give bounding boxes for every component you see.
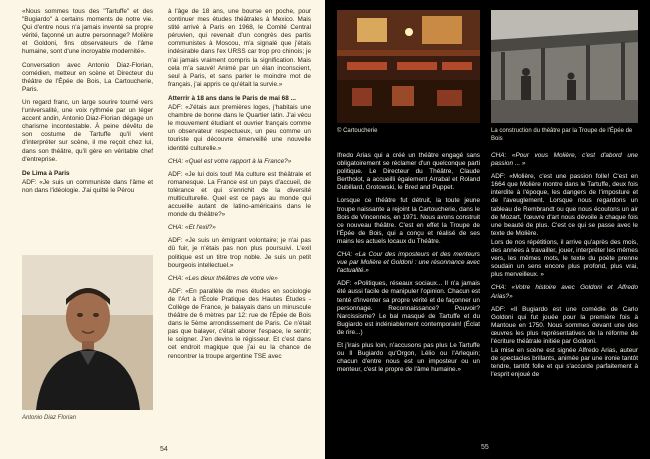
answer-arias: Ifredo Arias qui a créé un théâtre engagé sans obligatoirement se réclamer d'un quelconque parti politique. Le Directeur du Théâtre, Claude Bertholot, a accueilli également Arrabal et Roland Dubillard, Grotowski, le Bred and Puppet. <box>337 152 480 192</box>
answer-reseaux: ADF: «Politiques, réseaux sociaux... Il n'a jamais été aussi facile de manipuler l'opinion. Chacun est tenté d'inventer sa propre vérité et de façonner un personnage. Reconnaissance? Pouvoir? Narcissisme? Le bal masqué de Tartuffe et du Bugiardo est indéniablement contemporain! (Éclat de rire...) <box>337 280 480 336</box>
answer-moliere: ADF: «Molière, c'est une passion folle! C'est en 1664 que Molière montre dans le Tartuffe, deux fois interdite à l'époque, les dangers de l'imposture et de l'aveuglement. Lorsque nous regardons un tableau de Rembrandt ou que nous écoutons un air de Mozart, l'œuvre d'art nous dévoile à chaque fois une beauté de plus. C'est ce qui se passe avec le texte de Molière. <box>491 173 638 237</box>
answer-mise-en-scene: La mise en scène est signée Alfredo Arias, auteur de spectacles brillants, animée par une ironie tantôt tendre, tantôt folle et qui s'accorde parfaitement à l'esprit enjoué de <box>491 347 638 379</box>
right-column-2 <box>491 152 638 384</box>
answer-lima: ADF: «Je suis un communiste dans l'âme et non dans l'idéologie. J'ai quitté le Pérou <box>22 178 153 194</box>
answer-france: ADF: «Je lui dois tout! Ma culture est théâtrale et romanesque. La France est un pays d'accueil, de tolérance et qui s'enrichit de la diversité multiculturelle. Quel est ce pays au monde qui accueille autant de latino-américains dans le monde du théâtre?» <box>168 170 311 219</box>
intro-paragraph: Un regard franc, un large sourire tourné vers l'universalité, une voix rythmée par un léger accent andin, Antonio Diaz-Florian dégage un charisme incontestable. À peine dévêtu de son costume de Tartuffe qu'il vient d'interpréter sur scène, il me reçoit chez lui, dans son théâtre, qu'il gère en véritable chef d'entreprise. <box>22 98 153 163</box>
page-number-right: 55 <box>481 444 489 451</box>
question-theatres: CHA: «Les deux théâtres de votre vie» <box>168 274 278 282</box>
intro-credit: Conversation avec Antonio Diaz-Florian, comédien, metteur en scène et Directeur du théâtre de l'Épée de Bois, La Cartoucherie, Paris. <box>22 61 153 93</box>
portrait-photo <box>22 255 153 410</box>
portrait-caption: Antonio Diaz Florian <box>22 415 77 421</box>
question-france: CHA: «Quel est votre rapport à la France?» <box>168 157 292 165</box>
answer-mai68: ADF: «J'étais aux premières loges, j'habitais une chambre de bonne dans le Quartier latin. J'ai vécu le mouvement étudiant et ouvrier français comme un observateur respectueux, un peu comme un touriste qui découvre émerveillé une nouvelle identité culturelle.» <box>168 104 311 152</box>
answer-cartoucherie: Lorsque ce théâtre fut détruit, la toute jeune troupe naissante a rejoint la Cartoucherie, dans le Bois de Vincennes, en 1971. Nous avons construit ce nouveau théâtre. C'est en effet la Troupe de l'Épée de Bois, qui a conçu et réalisé de ses mains les actuels locaux du Théâtre. <box>337 197 480 245</box>
intro-quote: «Nous sommes tous des "Tartuffe" et des "Bugiardo" à certains moments de notre vie. Qui d'entre nous n'a jamais inventé sa propre vérité, façonné un autre personnage? Molière et Goldoni, fins observateurs de l'âme humaine, sont d'une incroyable modernité». <box>22 8 153 56</box>
left-column-1 <box>22 8 153 200</box>
left-column-2 <box>168 8 311 366</box>
question-imposteurs: CHA: «La Cour des imposteurs et des menteurs vue par Molière et Goldoni : une résonnance avec l'actualité.» <box>337 251 480 275</box>
interior-photo-caption: © Cartoucherie <box>337 128 378 134</box>
answer-ame-humaine: Et j'irais plus loin, n'accusons pas plus Le Tartuffe ou Il Bugiardo qu'Orgon, Lélio ou l'Arlequin; chacun d'entre nous est un imposteur ou un menteur, c'est le propre de l'âme humaine.» <box>337 341 480 374</box>
construction-illustration <box>491 10 638 123</box>
page-number-left: 54 <box>160 446 168 453</box>
theatre-interior-illustration <box>337 10 480 123</box>
question-goldoni: CHA: «Votre histoire avec Goldoni et Alfredo Arias?» <box>491 284 638 300</box>
theatre-interior-photo <box>337 10 480 123</box>
question-moliere: CHA: «Pour vous Molière, c'est d'abord une passion ... » <box>491 152 638 168</box>
answer-bugiardo: ADF: «Il Bugiardo est une comédie de Carlo Goldoni qui fut jouée pour la première fois à Mantoue en 1750. Nous sommes devant une des œuvres les plus représentatives de la réforme de l'écriture théâtrale initiée par Goldoni. <box>491 305 638 345</box>
construction-photo-caption: La construction du théâtre par la Troupe de l'Épée de Bois <box>491 128 633 142</box>
answer-bourse: à l'âge de 18 ans, une bourse en poche, pour continuer mes études théâtrales à Mexico. Mais stité arrivé à Paris en 1968, le Comité Central péruvien, qui revenait d'un congrès des partis communistes à Moscou, m'a signalé que j'étais indésirable dans l'ex URSS car trop pro chinois; je n'ai jamais vraiment compris la signification. Mais cela m'a sauvé! Animé par un élan inconscient, seul à Paris, et sans parler le moindre mot de français, j'ai appris ce qu'était la survie.» <box>168 8 311 88</box>
answer-theatres: ADF: «En parallèle de mes études en sociologie de l'Art à l'École Pratique des Hautes Études - Collège de France, je balayais dans un minuscule théâtre de 6 mètres par 12: rue de l'Épée de Bois dans le 5ème arrondissement de Paris. Ce n'était pas que balayer, c'était aborer l'espace, le sentir; le soigner. J'en devins le régisseur. Et c'est dans cet endroit magique que j'ai eu la chance de rencontrer la troupe argentine TSE avec <box>168 287 311 360</box>
portrait-illustration <box>22 255 153 410</box>
question-exil: CHA: «Et l'exil?» <box>168 224 216 232</box>
section-heading-lima: De Lima à Paris <box>22 169 70 177</box>
answer-repetitions: Lors de nos répétitions, il arrive qu'après des mois, des années à travailler, jouer, interpréter les mêmes vers, les mêmes mots, le texte du poète prenne soudain un sens encore plus profond, plus vrai, plus merveilleux. » <box>491 238 638 279</box>
section-heading-mai68: Atterrir à 18 ans dans le Paris de mai 68 ... <box>168 94 296 102</box>
construction-photo <box>491 10 638 123</box>
right-column-1 <box>337 152 480 379</box>
answer-exil: ADF: «Je suis un émigrant volontaire; je n'ai pas dû fuir, je n'étais pas non plus poursuivi. L'exil politique est un titre trop noble. Je suis un petit bourgeois intellectuel.» <box>168 237 311 269</box>
right-page <box>325 0 650 459</box>
